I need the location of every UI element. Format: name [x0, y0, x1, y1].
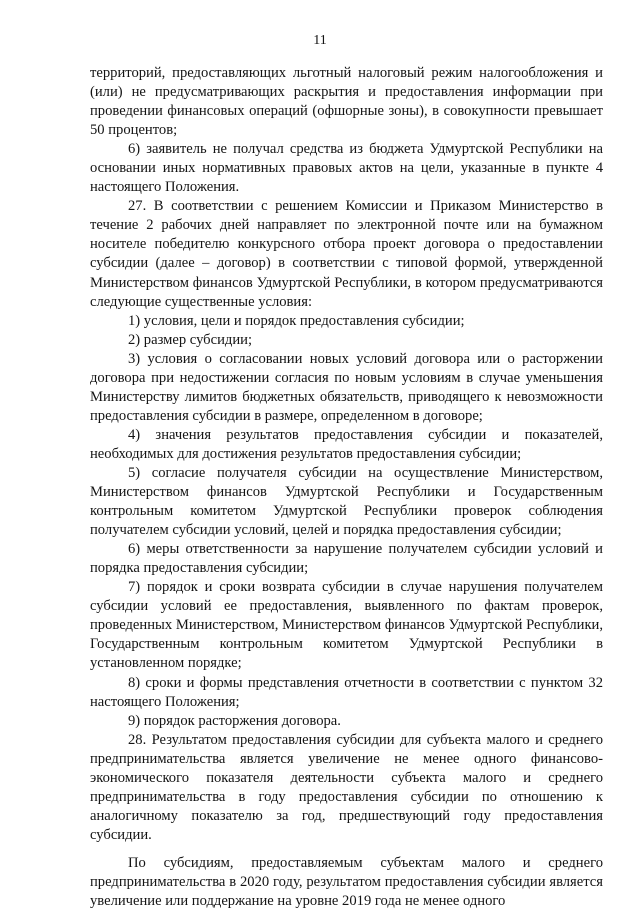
paragraph-offshore-continuation: территорий, предоставляющих льготный налоговый режим налогообложения и (или) не предусматривающих раскрытия и предоставления информации при проведении финансовых операций (офшорные зоны), в совокупности превышает 50 процентов;	[90, 65, 603, 139]
list-item-7: 7) порядок и сроки возврата субсидии в случае нарушения получателем субсидии условий ее предоставления, выявленного по фактам проверок, проведенных Министерством, Министерством финансов Удмуртской Республики, Государственным контрольным комитетом Удмуртской Республики в установленном порядке;	[90, 579, 603, 672]
paragraph-subsidies-2020: По субсидиям, предоставляемым субъектам малого и среднего предпринимательства в 2020 году, результатом предоставления субсидии является увеличение или поддержание на уровне 2019 года не менее одного	[90, 854, 603, 910]
list-item-8: 8) сроки и формы представления отчетности в соответствии с пунктом 32 настоящего Положения;	[90, 674, 603, 710]
list-item-9: 9) порядок расторжения договора.	[128, 712, 341, 729]
list-item-6: 6) меры ответственности за нарушение получателем субсидии условий и порядка предоставления субсидии;	[90, 541, 603, 577]
document-body	[90, 64, 603, 911]
list-item-1: 1) условия, цели и порядок предоставления субсидии;	[128, 312, 465, 329]
list-item-2: 2) размер субсидии;	[128, 331, 252, 348]
paragraph-condition-6: 6) заявитель не получал средства из бюджета Удмуртской Республики на основании иных нормативных правовых актов на цели, указанные в пункте 4 настоящего Положения.	[90, 141, 603, 196]
page-number: 11	[313, 33, 327, 48]
paragraph-clause-27: 27. В соответствии с решением Комиссии и Приказом Министерство в течение 2 рабочих дней направляет по электронной почте или на бумажном носителе победителю конкурсного отбора проект договора о предоставлении субсидии (далее – договор) в соответствии с типовой формой, утвержденной Министерством финансов Удмуртской Республики, в котором предусматриваются следующие существенные условия:	[90, 198, 603, 310]
list-item-3: 3) условия о согласовании новых условий договора или о расторжении договора при недостижении согласия по новым условиям в случае уменьшения Министерству лимитов бюджетных обязательств, приводящего к невозможности предоставления субсидии в размере, определенном в договоре;	[90, 350, 603, 424]
paragraph-clause-28: 28. Результатом предоставления субсидии для субъекта малого и среднего предпринимательства является увеличение не менее одного финансово-экономического показателя деятельности субъекта малого и среднего предпринимательства в году предоставления субсидии по отношению к аналогичному показателю за год, предшествующий году предоставления субсидии.	[90, 731, 603, 843]
list-item-4: 4) значения результатов предоставления субсидии и показателей, необходимых для достижения результатов предоставления субсидии;	[90, 426, 603, 462]
list-item-5: 5) согласие получателя субсидии на осуществление Министерством, Министерством финансов Удмуртской Республики и Государственным контрольным комитетом Удмуртской Республики проверок соблюдения получателем субсидии условий, целей и порядка предоставления субсидии;	[90, 464, 603, 539]
